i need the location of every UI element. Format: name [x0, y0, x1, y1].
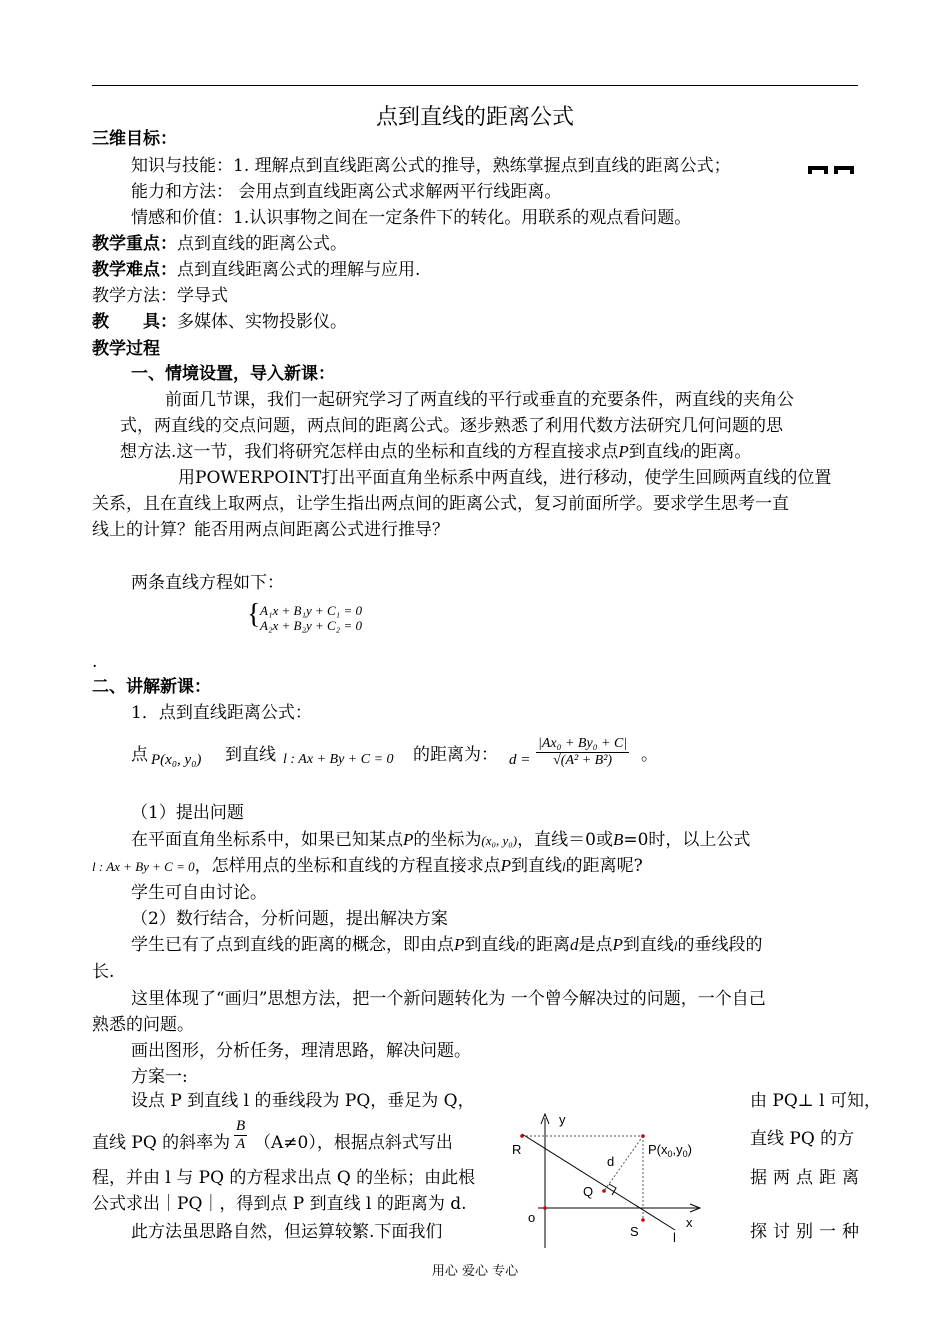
origin-point [543, 1206, 547, 1210]
label-q: Q [583, 1184, 594, 1199]
point-s [641, 1218, 645, 1222]
para1-line3 [120, 441, 751, 464]
key-point-label: 教学重点： [92, 234, 177, 254]
slope-numerator: B [236, 1118, 246, 1134]
q1-text-e: ，直线＝0或 [517, 830, 613, 850]
q1-text-g: =0时，以上公式 [623, 830, 751, 850]
tools-label: 教 具： [92, 312, 177, 332]
q1-line2 [92, 855, 643, 878]
q2-p2: P [612, 935, 623, 954]
q1-coords: (x₀, y₀) [481, 833, 518, 848]
key-point [92, 233, 347, 255]
formula-point: P(x₀, y₀) [151, 752, 202, 768]
point-p: P [618, 442, 629, 461]
solution-right5: 探讨别一种 [750, 1222, 865, 1242]
q2-line2: 长. [92, 962, 115, 982]
teaching-method: 教学方法：学导式 [92, 286, 228, 306]
plan-1-heading: 方案一: [131, 1067, 188, 1087]
solution-right2: 直线 PQ 的方 [750, 1129, 855, 1149]
q1-text-c: 的坐标为 [413, 830, 482, 850]
label-p-end: ) [687, 1142, 692, 1157]
formula-line: l : Ax + By + C = 0 [283, 752, 394, 767]
page-footer: 用心 爱心 专心 [431, 1264, 519, 1279]
page-title: 点到直线的距离公式 [375, 105, 574, 130]
formula-numerator: |Ax₀ + By₀ + C| [538, 736, 628, 751]
para1-end: 的距离。 [683, 442, 752, 462]
goal-knowledge: 知识与技能：1. 理解点到直线距离公式的推导，熟练掌握点到直线的距离公式； [131, 156, 731, 176]
distance-figure [500, 1100, 720, 1250]
difficulty-text: 点到直线距离公式的理解与应用. [177, 260, 421, 280]
question-1-heading: （1）提出问题 [131, 803, 244, 823]
q1-text-a: 在平面直角坐标系中，如果已知某点 [131, 830, 403, 850]
q2-i: 到直线 [622, 935, 674, 955]
solution-line3: 程，并由 l 与 PQ 的方程求出点 Q 的坐标；由此根 [92, 1168, 476, 1188]
solution-line1: 设点 P 到直线 l 的垂线段为 PQ，垂足为 Q， [131, 1091, 475, 1111]
equation-1: A₁x + B₁y + C₁ = 0 [260, 603, 362, 618]
q2-l2: l [673, 938, 678, 953]
q2-k: 的垂线段的 [677, 935, 763, 955]
difficulty [92, 259, 420, 281]
solution-slope-text: 直线 PQ 的斜率为 [92, 1133, 231, 1153]
formula-dian: 点 [131, 745, 148, 765]
label-p-base: P(x [648, 1142, 668, 1157]
goal-emotion: 情感和价值：1.认识事物之间在一定条件下的转化。用联系的观点看问题。 [131, 208, 692, 228]
label-p-sub1: 0 [682, 1149, 688, 1159]
q1-b: B [612, 830, 624, 849]
solution-right3: 据两点距离 [750, 1168, 865, 1188]
q2-e: 的距离 [519, 935, 571, 955]
q2-line3: 这里体现了“画归”思想方法，把一个新问题转化为 一个曾今解决过的问题，一个自己 [131, 989, 766, 1009]
label-y: y [559, 1112, 566, 1127]
header-rule [92, 85, 858, 86]
q1-l: l [562, 859, 566, 874]
q1-line1 [131, 829, 750, 852]
q2-d: d [570, 935, 579, 954]
q2-l: l [515, 938, 520, 953]
decorative-mark [808, 164, 856, 176]
q1-to-line: 到直线 [511, 856, 563, 876]
q2-line4: 熟悉的问题。 [92, 1015, 194, 1035]
q2-g: 是点 [578, 935, 613, 955]
q2-a: 学生已有了点到直线的距离的概念，即由点 [131, 935, 454, 955]
para2-line1: 用POWERPOINT打出平面直角坐标系中两直线，进行移动，使学生回顾两直线的位置 [178, 468, 832, 488]
item-1: 1．点到直线距离公式： [131, 703, 312, 723]
para2-line2: 关系，且在直线上取两点，让学生指出两点间的距离公式，复习前面所学。要求学生思考一直 [92, 494, 789, 514]
label-p-sub0: 0 [667, 1149, 673, 1159]
goals-heading: 三维目标： [92, 129, 177, 149]
q1-p2: P [500, 856, 512, 875]
slope-fraction [234, 1118, 247, 1153]
q2-line5: 画出图形，分析任务，理清思路，解决问题。 [131, 1041, 471, 1061]
label-p-mid: ,y [672, 1142, 683, 1157]
point-p [641, 1134, 645, 1138]
solution-right1: 由 PQ⊥ l 可知， [750, 1091, 882, 1111]
solution-line4: 公式求出｜PQ｜，得到点 P 到直线 l 的距离为 d. [92, 1194, 467, 1214]
stray-dot: . [92, 652, 98, 672]
formula-to-line: 到直线 [225, 745, 276, 765]
point-r [520, 1134, 524, 1138]
section-2-heading: 二、讲解新课： [92, 677, 211, 697]
para1-to-line: 到直线 [628, 442, 680, 462]
label-origin: o [528, 1210, 536, 1225]
solution-line5: 此方法虽思路自然，但运算较繁.下面我们 [131, 1222, 443, 1242]
q1-p: P [403, 830, 414, 849]
tools-text: 多媒体、实物投影仪。 [177, 312, 347, 332]
q1-line-eq: l : Ax + By + C = 0 [92, 859, 195, 874]
q2-p: P [454, 935, 465, 954]
difficulty-label: 教学难点： [92, 260, 177, 280]
goal-ability: 能力和方法： 会用点到直线距离公式求解两平行线距离。 [131, 182, 562, 202]
solution-slope-rest: （A≠0），根据点斜式写出 [254, 1133, 453, 1153]
formula-end: 。 [641, 745, 658, 765]
slope-denominator: A [236, 1136, 246, 1152]
label-r: R [512, 1142, 522, 1157]
q1-line3: 学生可自由讨论。 [131, 883, 267, 903]
para2-line3: 线上的计算？能否用两点间距离公式进行推导？ [92, 520, 449, 540]
equation-brace: { [247, 599, 261, 630]
q1-text-b2: ，怎样用点的坐标和直线的方程直接求点 [194, 856, 501, 876]
para1-line1: 前面几节课，我们一起研究学习了两直线的平行或垂直的充要条件，两直线的夹角公 [165, 390, 794, 410]
label-s: S [630, 1224, 639, 1239]
section-1-heading: 一、情境设置，导入新课： [131, 364, 335, 384]
equations-intro: 两条直线方程如下： [131, 573, 284, 593]
tools [92, 311, 347, 333]
para1-line2: 式，两直线的交点问题，两点间的距离公式。逐步熟悉了利用代数方法研究几何问题的思 [120, 416, 783, 436]
label-l: l [673, 1230, 676, 1245]
label-p [648, 1142, 692, 1159]
question-2-heading: （2）数行结合，分析问题，提出解决方案 [131, 909, 448, 929]
equation-2: A₂x + B₂y + C₂ = 0 [260, 618, 362, 633]
para1-line3-text: 想方法.这一节，我们将研究怎样由点的坐标和直线的方程直接求点 [120, 442, 619, 462]
formula-distance-label: 的距离为： [413, 745, 498, 765]
q2-line1 [131, 934, 763, 957]
formula-d: d = [509, 752, 531, 768]
label-d: d [607, 1154, 615, 1169]
key-point-text: 点到直线的距离公式。 [177, 234, 347, 254]
point-q [602, 1189, 606, 1193]
process-heading: 教学过程 [92, 339, 160, 359]
line-l: l [679, 445, 684, 460]
formula-fraction [536, 736, 629, 769]
label-x: x [686, 1215, 693, 1230]
q2-c: 到直线 [464, 935, 516, 955]
q1-end: 的距离呢? [565, 856, 643, 876]
formula-denominator: √(A² + B²) [553, 753, 613, 768]
